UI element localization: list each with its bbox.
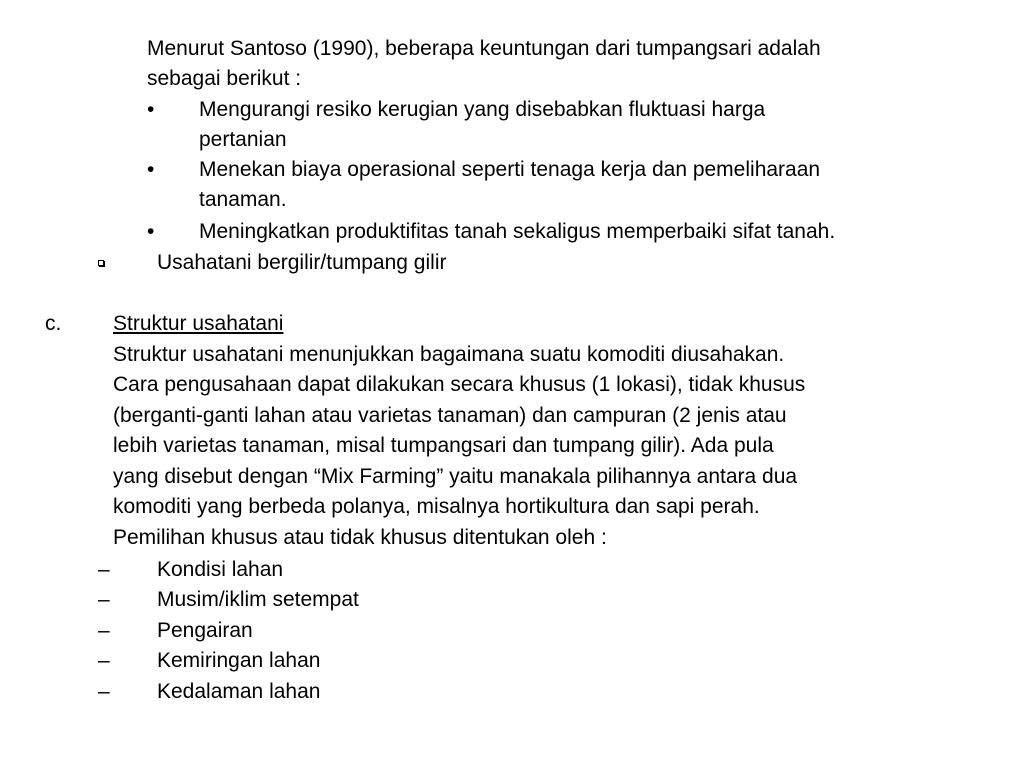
bullet-dot-3: •: [147, 220, 155, 243]
benefit-3-line-1: Meningkatkan produktifitas tanah sekaligus memperbaiki sifat tanah.: [199, 220, 836, 243]
factor-dash-4: –: [98, 649, 110, 672]
intro-line-1: Menurut Santoso (1990), beberapa keuntungan dari tumpangsari adalah: [147, 37, 821, 60]
benefit-2-line-2: tanaman.: [199, 188, 287, 211]
factor-dash-5: –: [98, 680, 110, 703]
square-bullet-icon: [98, 260, 104, 266]
section-c-paragraph-line-2: Cara pengusahaan dapat dilakukan secara khusus (1 lokasi), tidak khusus: [113, 373, 806, 396]
factor-dash-3: –: [98, 619, 110, 642]
factor-5: Kedalaman lahan: [157, 680, 321, 703]
section-c-paragraph-line-3: (berganti-ganti lahan atau varietas tanaman) dan campuran (2 jenis atau: [113, 404, 787, 427]
section-c-paragraph-line-4: lebih varietas tanaman, misal tumpangsari dan tumpang gilir). Ada pula: [113, 434, 774, 457]
factor-dash-1: –: [98, 558, 110, 581]
section-c-heading: Struktur usahatani: [113, 312, 284, 335]
section-c-paragraph-line-6: komoditi yang berbeda polanya, misalnya hortikultura dan sapi perah.: [113, 495, 760, 518]
intro-line-2: sebagai berikut :: [147, 67, 302, 90]
section-c-paragraph-line-7: Pemilihan khusus atau tidak khusus ditentukan oleh :: [113, 526, 607, 549]
section-c-paragraph-line-1: Struktur usahatani menunjukkan bagaimana suatu komoditi diusahakan.: [113, 343, 785, 366]
square-item-text: Usahatani bergilir/tumpang gilir: [157, 251, 447, 274]
factor-3: Pengairan: [157, 619, 253, 642]
factor-1: Kondisi lahan: [157, 558, 284, 581]
benefit-1-line-1: Mengurangi resiko kerugian yang disebabkan fluktuasi harga: [199, 98, 766, 121]
section-c-marker: c.: [45, 312, 62, 335]
factor-dash-2: –: [98, 588, 110, 611]
benefit-2-line-1: Menekan biaya operasional seperti tenaga kerja dan pemeliharaan: [199, 158, 821, 181]
benefit-1-line-2: pertanian: [199, 128, 287, 151]
bullet-dot-1: •: [147, 98, 155, 121]
factor-2: Musim/iklim setempat: [157, 588, 359, 611]
section-c-paragraph-line-5: yang disebut dengan “Mix Farming” yaitu manakala pilihannya antara dua: [113, 465, 798, 488]
factor-4: Kemiringan lahan: [157, 649, 321, 672]
bullet-dot-2: •: [147, 158, 155, 181]
